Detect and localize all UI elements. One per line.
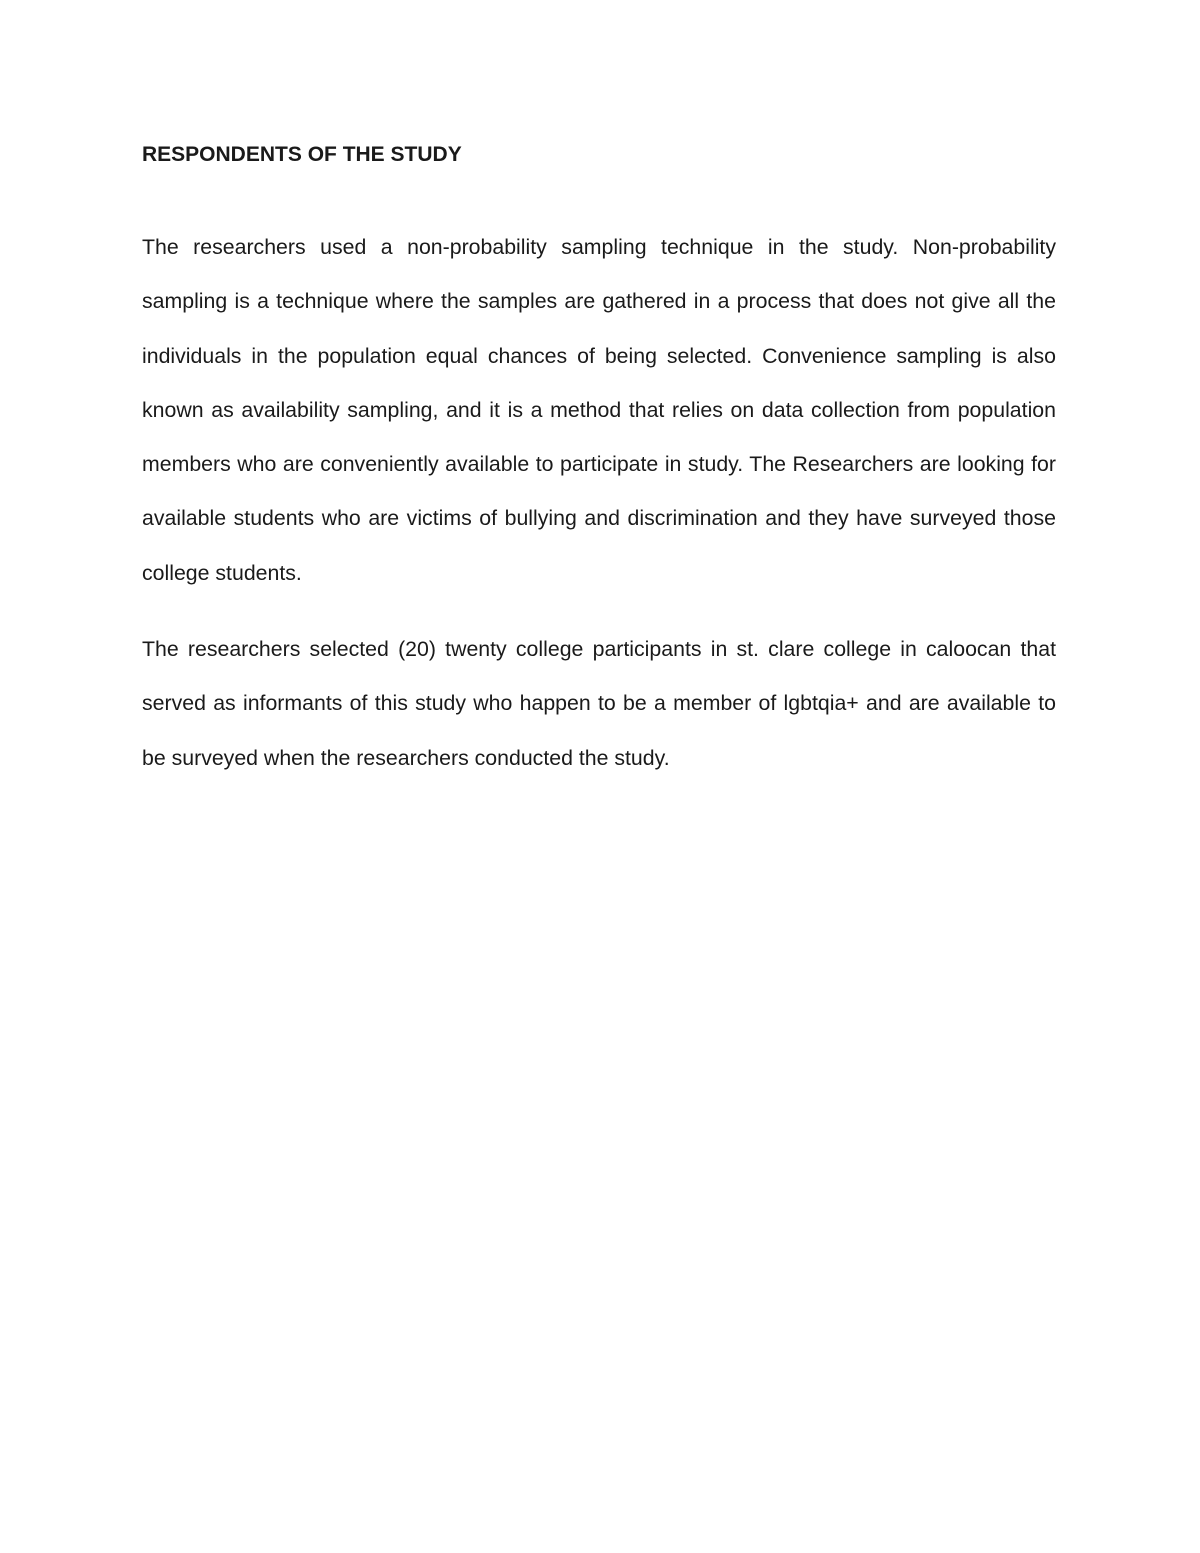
section-heading: RESPONDENTS OF THE STUDY (142, 143, 462, 166)
paragraph-sampling-technique: The researchers used a non-probability sampling technique in the study. Non-probability sampling is a technique where the samples are gathered in a process that does not give all the individuals in the population equal chances of being selected. Convenience sampling is also known as availability sampling, and it is a method that relies on data collection from population members who are conveniently available to participate in study. The Researchers are looking for available students who are victims of bullying and discrimination and they have surveyed those college students. (142, 235, 1056, 585)
paragraph-participants: The researchers selected (20) twenty college participants in st. clare college in caloocan that served as informants of this study who happen to be a member of lgbtqia+ and are available to be surveyed when the researchers conducted the study. (142, 637, 1056, 770)
document-body (142, 140, 1056, 785)
